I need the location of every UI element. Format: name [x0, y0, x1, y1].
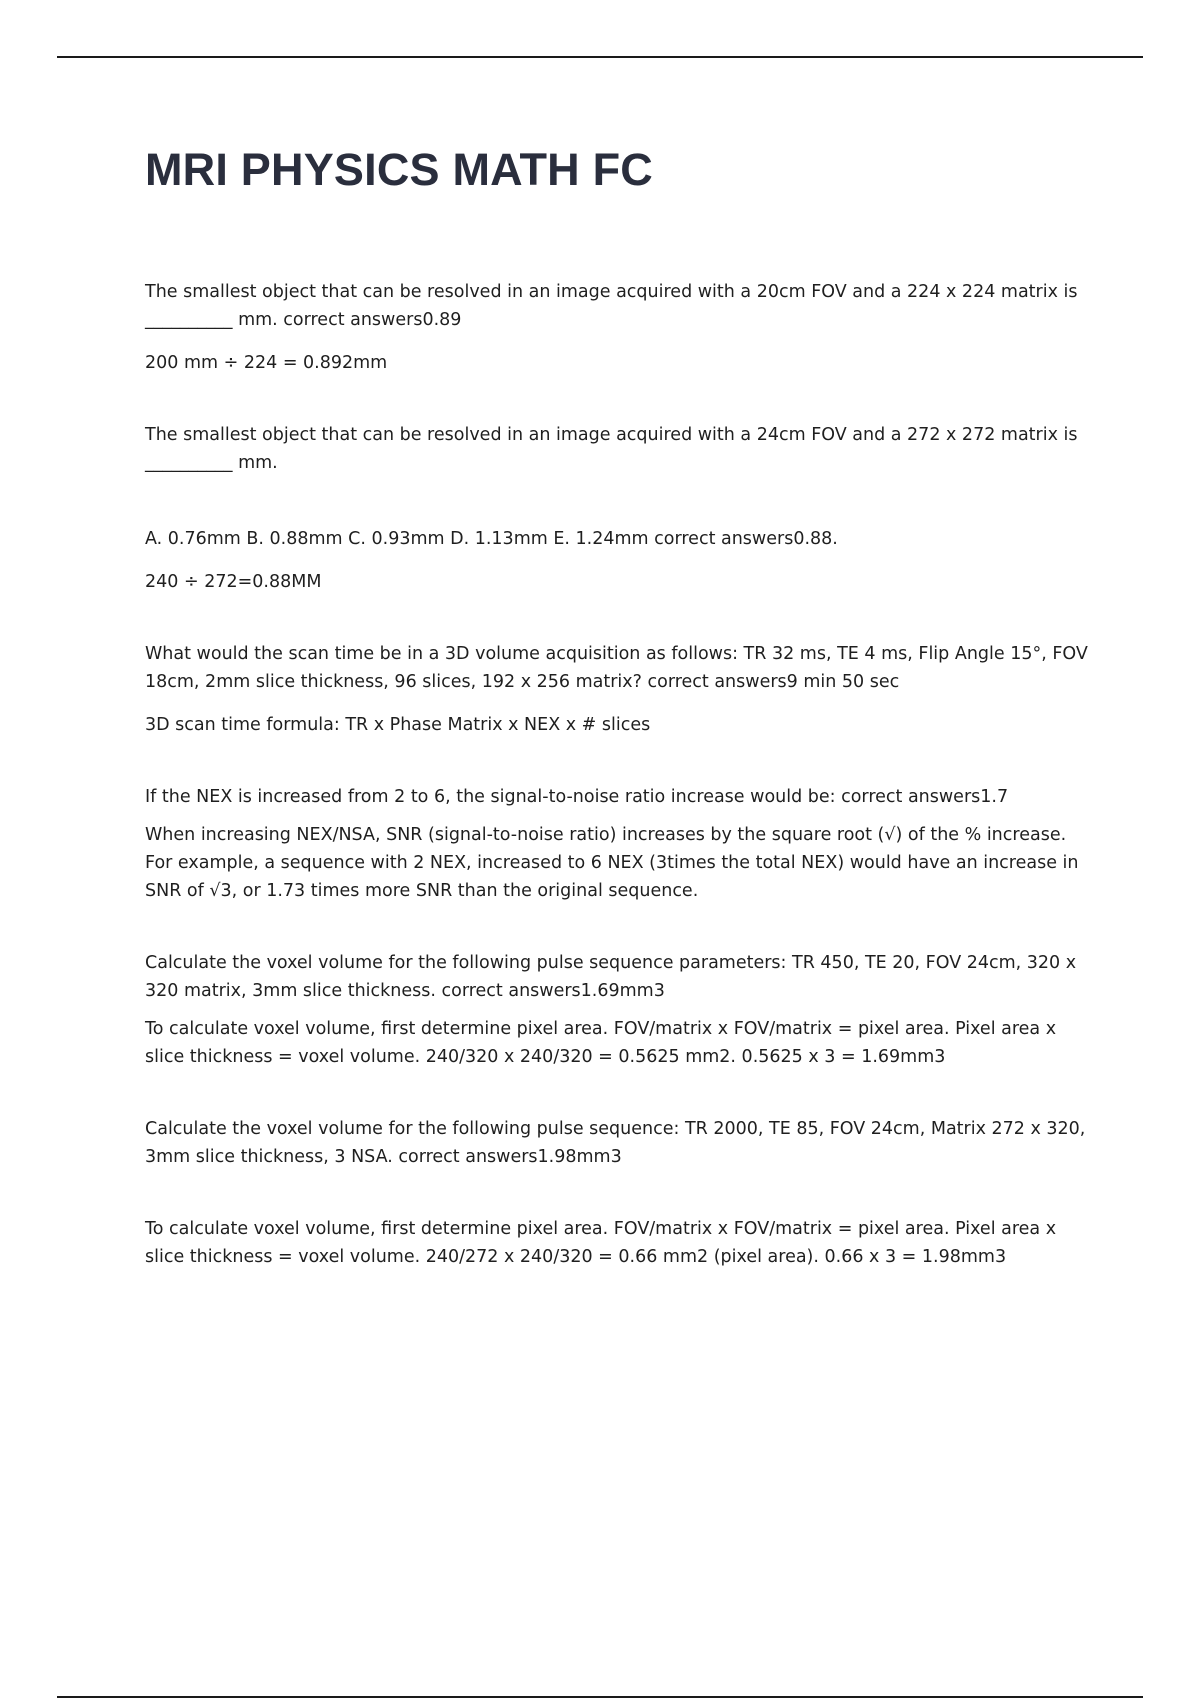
answer-3: 3D scan time formula: TR x Phase Matrix x NEX x # slices — [145, 715, 651, 735]
question-6: Calculate the voxel volume for the following pulse sequence: TR 2000, TE 85, FOV 24cm, Matrix 272 x 320, 3mm slice thickness, 3 NSA. correct answers1.98mm3 — [145, 1119, 1091, 1167]
answer-6: To calculate voxel volume, first determine pixel area. FOV/matrix x FOV/matrix = pixel area. Pixel area x slice thickness = voxel volume. 240/272 x 240/320 = 0.66 mm2 (pixel area). 0.66 x 3 = 1.98mm3 — [145, 1219, 1062, 1267]
question-2-options: A. 0.76mm B. 0.88mm C. 0.93mm D. 1.13mm E. 1.24mm correct answers0.88. — [145, 529, 838, 549]
question-5: Calculate the voxel volume for the following pulse sequence parameters: TR 450, TE 20, FOV 24cm, 320 x 320 matrix, 3mm slice thickness. correct answers1.69mm3 — [145, 953, 1082, 1001]
document-body — [145, 140, 1095, 1271]
question-1: The smallest object that can be resolved in an image acquired with a 20cm FOV and a 224 x 224 matrix is __________ mm. correct answers0.89 — [145, 282, 1084, 330]
question-2: The smallest object that can be resolved in an image acquired with a 24cm FOV and a 272 x 272 matrix is __________ mm. — [145, 425, 1084, 473]
answer-4: When increasing NEX/NSA, SNR (signal-to-noise ratio) increases by the square root (√) of the % increase. For example, a sequence with 2 NEX, increased to 6 NEX (3times the total NEX) would have an increase in SNR of √3, or 1.73 times more SNR than the original sequence. — [145, 825, 1085, 901]
bottom-rule — [57, 1696, 1143, 1698]
question-3: What would the scan time be in a 3D volume acquisition as follows: TR 32 ms, TE 4 ms, Flip Angle 15°, FOV 18cm, 2mm slice thickness, 96 slices, 192 x 256 matrix? correct answers9 min 50 sec — [145, 644, 1094, 692]
answer-1: 200 mm ÷ 224 = 0.892mm — [145, 353, 388, 373]
question-4: If the NEX is increased from 2 to 6, the signal-to-noise ratio increase would be: correct answers1.7 — [145, 787, 1009, 807]
page-title: MRI PHYSICS MATH FC — [145, 144, 653, 195]
top-rule — [57, 56, 1143, 58]
answer-5: To calculate voxel volume, first determine pixel area. FOV/matrix x FOV/matrix = pixel area. Pixel area x slice thickness = voxel volume. 240/320 x 240/320 = 0.5625 mm2. 0.5625 x 3 = 1.69mm3 — [145, 1019, 1062, 1067]
answer-2: 240 ÷ 272=0.88MM — [145, 572, 322, 592]
